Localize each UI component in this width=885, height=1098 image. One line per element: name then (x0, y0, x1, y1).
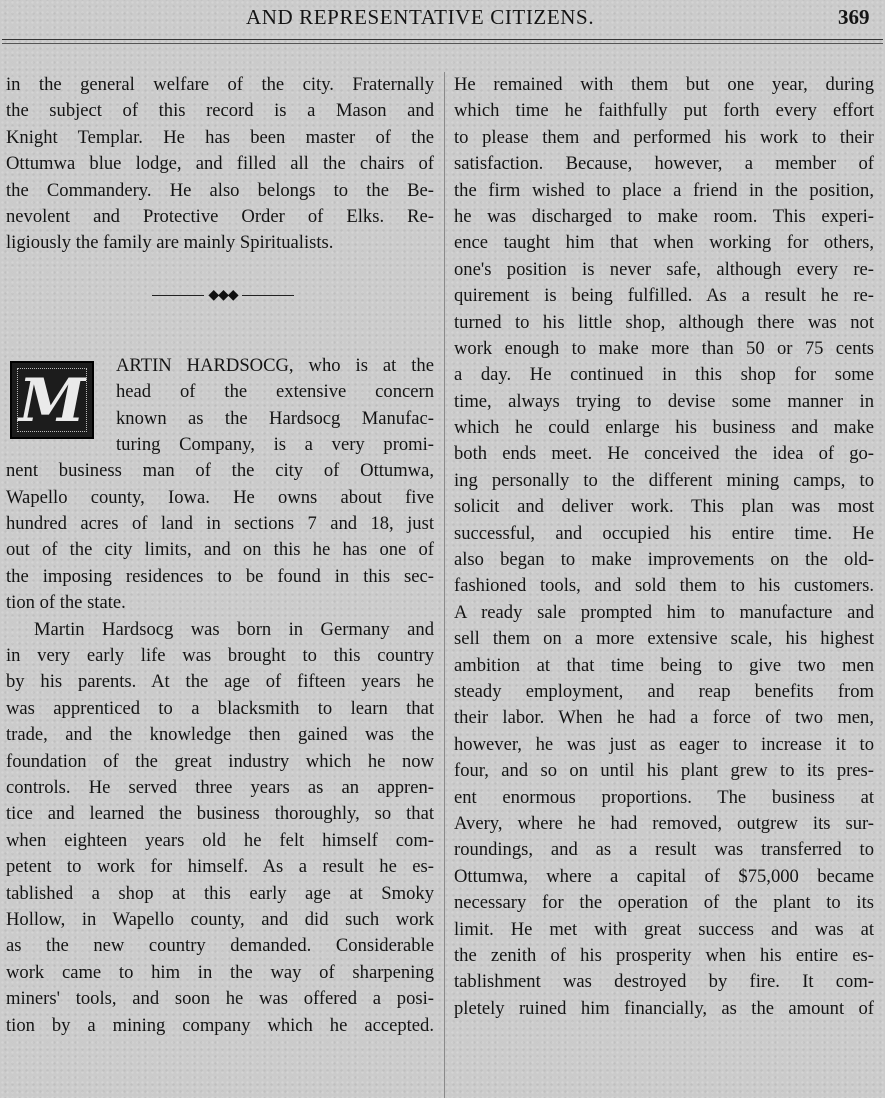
text-line: tion by a mining company which he accepted. (6, 1014, 434, 1036)
text-line: work enough to make more than 50 or 75 cents (454, 337, 874, 359)
ornament-rule-left (152, 295, 204, 296)
text-line: the zenith of his prosperity when his entire es- (454, 944, 874, 966)
section-ornament (6, 269, 434, 321)
text-line: the imposing residences to be found in this sec- (6, 565, 434, 587)
text-line: Martin Hardsocg was born in Germany and (34, 618, 434, 640)
text-line: the firm wished to place a friend in the position, (454, 179, 874, 201)
text-line: both ends meet. He conceived the idea of go- (454, 443, 874, 465)
biography-martin-hardsocg (6, 353, 434, 1039)
drop-cap-letter: M (18, 365, 86, 436)
text-line: tice and learned the business thoroughly, so that (6, 803, 434, 825)
text-line: sell them on a more extensive scale, his highest (454, 628, 874, 650)
text-line: one's position is never safe, although every re- (454, 258, 874, 280)
text-line: Hollow, in Wapello county, and did such work (6, 908, 434, 930)
text-line: foundation of the great industry which he now (6, 750, 434, 772)
running-head (0, 3, 885, 33)
ornament-rule-right (242, 295, 294, 296)
text-line: head of the extensive concern (116, 381, 434, 403)
text-line: also began to make improvements on the old- (454, 549, 874, 571)
text-line: quirement is being fulfilled. As a result he re- (454, 285, 874, 307)
text-line: limit. He met with great success and was at (454, 918, 874, 940)
text-line: the subject of this record is a Mason and (6, 100, 434, 122)
ornament-diamonds: ◆◆◆ (208, 287, 238, 303)
drop-cap (10, 361, 94, 439)
text-line: controls. He served three years as an appren- (6, 776, 434, 798)
text-line: turing Company, is a very promi- (116, 433, 434, 455)
text-line: nent business man of the city of Ottumwa, (6, 460, 434, 482)
left-column (6, 72, 434, 1039)
text-line: roundings, and as a result was transferred to (454, 839, 874, 861)
text-line: tablished a shop at this early age at Smoky (6, 882, 434, 904)
text-line: Ottumwa blue lodge, and filled all the chairs of (6, 153, 434, 175)
text-line: Wapello county, Iowa. He owns about five (6, 486, 434, 508)
text-line: out of the city limits, and on this he has one of (6, 539, 434, 561)
text-line: in very early life was brought to this country (6, 645, 434, 667)
text-line: in the general welfare of the city. Fraternally (6, 74, 434, 95)
text-line: ligiously the family are mainly Spiritualists. (6, 232, 334, 254)
text-line: was apprenticed to a blacksmith to learn that (6, 697, 434, 719)
header-rule-top (2, 39, 883, 40)
text-line: work came to him in the way of sharpening (6, 961, 434, 983)
text-line: satisfaction. Because, however, a member of (454, 153, 874, 175)
text-line: he was discharged to make room. This experi- (454, 205, 874, 227)
text-line: fashioned tools, and sold them to his customers. (454, 575, 874, 597)
text-line: which time he faithfully put forth every effort (454, 100, 874, 122)
text-line: their labor. When he had a force of two men, (454, 707, 874, 729)
text-line: Ottumwa, where a capital of $75,000 became (454, 865, 874, 887)
text-line: necessary for the operation of the plant to its (454, 892, 874, 914)
text-line: Avery, where he had removed, outgrew its sur- (454, 812, 874, 834)
paragraph-fraternal (6, 72, 434, 257)
page-number: 369 (838, 5, 870, 29)
text-line: nevolent and Protective Order of Elks. Re- (6, 205, 434, 227)
text-line: ence taught him that when working for others, (454, 232, 874, 254)
text-line: a day. He continued in this shop for some (454, 364, 874, 386)
text-line: as the new country demanded. Considerable (6, 935, 434, 957)
text-line: trade, and the knowledge then gained was the (6, 724, 434, 746)
text-line: to please them and performed his work to their (454, 126, 874, 148)
text-line: time, always trying to devise some manner in (454, 390, 874, 412)
text-line: Knight Templar. He has been master of the (6, 126, 434, 148)
text-line: ARTIN HARDSOCG, who is at the (116, 354, 434, 376)
text-line: which he could enlarge his business and make (454, 417, 874, 439)
text-line: solicit and deliver work. This plan was most (454, 496, 874, 518)
text-line: successful, and occupied his entire time. He (454, 522, 874, 544)
running-head-title: AND REPRESENTATIVE CITIZENS. (246, 5, 595, 29)
text-line: ing personally to the different mining camps, to (454, 469, 874, 491)
text-line: ambition at that time being to give two men (454, 654, 874, 676)
text-line: when eighteen years old he felt himself com- (6, 829, 434, 851)
text-line: the Commandery. He also belongs to the Be- (6, 179, 434, 201)
text-line: turned to his little shop, although there was not (454, 311, 874, 333)
text-line: pletely ruined him financially, as the amount of (454, 997, 874, 1019)
text-line: steady employment, and reap benefits from (454, 680, 874, 702)
text-line: A ready sale prompted him to manufacture and (454, 601, 874, 623)
text-line: however, he was just as eager to increase it to (454, 733, 874, 755)
text-line: tion of the state. (6, 592, 126, 614)
text-line: by his parents. At the age of fifteen years he (6, 671, 434, 693)
text-line: He remained with them but one year, during (454, 74, 874, 95)
text-line: ent enormous proportions. The business at (454, 786, 874, 808)
header-rule-bottom (2, 43, 883, 44)
text-line: petent to work for himself. As a result he es- (6, 856, 434, 878)
right-column (454, 72, 874, 1022)
text-line: tablishment was destroyed by fire. It com- (454, 971, 874, 993)
text-line: hundred acres of land in sections 7 and 18, just (6, 513, 434, 535)
text-line: known as the Hardsocg Manufac- (116, 407, 434, 429)
column-divider (444, 72, 445, 1098)
text-line: four, and so on until his plant grew to its pres- (454, 760, 874, 782)
text-line: miners' tools, and soon he was offered a posi- (6, 988, 434, 1010)
